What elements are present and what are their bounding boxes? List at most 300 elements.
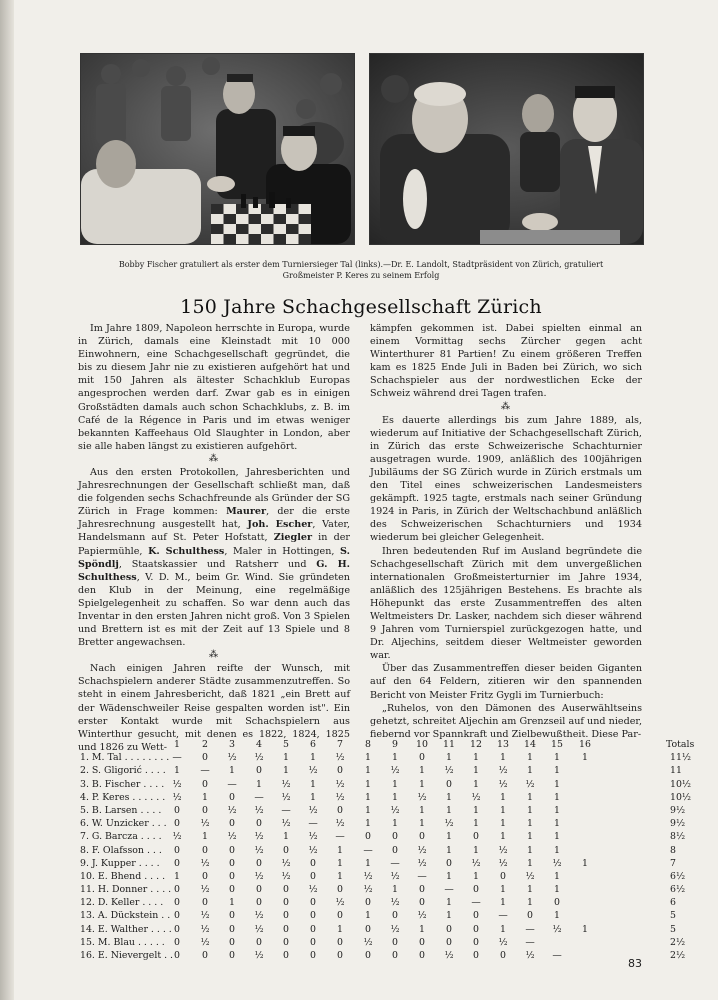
result-cell: 1 xyxy=(473,804,479,816)
result-cell: 0 xyxy=(229,857,235,869)
result-cell: 1 xyxy=(473,778,479,790)
result-cell: ½ xyxy=(335,897,345,909)
result-cell: 1 xyxy=(473,870,479,882)
result-cell: 1 xyxy=(527,765,533,777)
result-cell: 1 xyxy=(174,765,180,777)
result-cell: 0 xyxy=(202,897,208,909)
text-run: , Maler in Hottingen, xyxy=(224,545,341,557)
result-cell: 1 xyxy=(446,844,452,856)
result-cell: 1 xyxy=(554,791,560,803)
player-total: 8 xyxy=(670,844,676,856)
result-cell: 0 xyxy=(473,884,479,896)
column-header: 4 xyxy=(256,739,262,750)
result-cell: ½ xyxy=(254,950,264,961)
result-cell: — xyxy=(417,870,427,882)
player-total: 8½ xyxy=(670,831,686,843)
result-cell: ½ xyxy=(308,844,318,856)
result-cell: ½ xyxy=(552,857,562,869)
result-cell: ½ xyxy=(444,765,454,777)
paragraph: kämpfen gekommen ist. Dabei spielten einmal an einem Vormittag sechs Zürcher gegen acht Winterthurer 81 Partien! Zu einem größeren Treffen kam es 1825 Ende Juli in Baden bei Zürich, wo sich Schachspieler aus der nordwestlichen Ecke der Schweiz während drei Tagen trafen. xyxy=(370,323,642,400)
result-cell: 0 xyxy=(337,765,343,777)
result-cell: ½ xyxy=(200,884,210,896)
result-cell: 1 xyxy=(365,778,371,790)
result-cell: 0 xyxy=(337,910,343,922)
result-cell: ½ xyxy=(498,936,508,948)
paragraph: Es dauerte allerdings bis zum Jahre 1889, als, wiederum auf Initiative der Schachgesellschaft Zürich, in Zürich das erste Schweizerische Schachturnier ausgetragen wurde. 1909, anläßlich des 100jährigen Jubiläums der SG Zürich wurde in Zürich erstmals um den Titel eines schweizerischen Landesmeisters gekämpft. 1925 tagte, erstmals nach seiner Gründung 1924 in Paris, in Zürich der Weltschachbund anläßlich des Schweizerischen Schachturniers und 1934 wiederum bei gleicher Gelegenheit. xyxy=(370,414,642,544)
result-cell: 1 xyxy=(419,804,425,816)
result-cell: 1 xyxy=(527,831,533,843)
paragraph: „Ruhelos, von den Dämonen des Auserwähltseins gehetzt, schreitet Aljechin am Grenzseil auf und nieder, fiebernd vor Spannkraft und Zielbewußtheit. Diese Par- xyxy=(370,702,642,740)
result-cell: 0 xyxy=(446,923,452,935)
result-cell: 1 xyxy=(365,791,371,803)
article-column-left xyxy=(78,322,350,754)
result-cell: 0 xyxy=(365,897,371,909)
result-cell: 0 xyxy=(419,752,425,764)
result-cell: 0 xyxy=(310,936,316,948)
table-row xyxy=(80,870,686,883)
player-total: 9½ xyxy=(670,804,686,816)
paragraph: Nach einigen Jahren reifte der Wunsch, mit Schachspielern anderer Städte zusammenzutreffen. So steht in einem Jahresbericht, daß 1821 „ein Brett auf der Wädenschweiler Reise gespalten worden ist". Ein erster Kontakt wurde mit Schachspielern aus Winterthur gesucht, mit denen es 1822, 1824, 1825 und 1826 zu Wett- xyxy=(78,663,350,753)
table-row xyxy=(80,883,686,896)
player-name: 6. W. Unzicker . . . xyxy=(80,818,167,830)
player-total: 9½ xyxy=(670,818,686,830)
result-cell: 0 xyxy=(419,831,425,843)
result-cell: 1 xyxy=(554,804,560,816)
text-run: , Staatskassier und Ratsherr und xyxy=(118,558,317,570)
result-cell: ½ xyxy=(552,923,562,935)
result-cell: ½ xyxy=(390,923,400,935)
result-cell: ½ xyxy=(444,950,454,961)
result-cell: 0 xyxy=(392,831,398,843)
table-row xyxy=(80,857,680,870)
result-cell: ½ xyxy=(525,870,535,882)
section-separator: ⁂ xyxy=(209,453,219,464)
column-header: 13 xyxy=(497,739,509,750)
result-cell: ½ xyxy=(417,857,427,869)
player-name: 10. E. Bhend . . . . xyxy=(80,870,166,882)
result-cell: 0 xyxy=(229,818,235,830)
photo-caption-line-2: Großmeister P. Keres zu seinem Erfolg xyxy=(282,271,440,280)
founder-name: S. Spöndlj xyxy=(78,545,350,570)
result-cell: 1 xyxy=(554,844,560,856)
result-cell: 0 xyxy=(202,950,208,961)
result-cell: 1 xyxy=(310,778,316,790)
result-cell: 0 xyxy=(446,778,452,790)
result-cell: 1 xyxy=(500,884,506,896)
result-cell: ½ xyxy=(390,870,400,882)
result-cell: — xyxy=(390,857,400,869)
player-total: 11½ xyxy=(670,752,692,764)
result-cell: 0 xyxy=(310,870,316,882)
result-cell: 0 xyxy=(256,884,262,896)
player-name: 5. B. Larsen . . . . xyxy=(80,804,162,816)
result-cell: 1 xyxy=(283,752,289,764)
section-separator: ⁂ xyxy=(209,650,219,661)
result-cell: 1 xyxy=(283,765,289,777)
player-name: 7. G. Barcza . . . . xyxy=(80,831,162,843)
result-cell: ½ xyxy=(390,804,400,816)
result-cell: 1 xyxy=(554,778,560,790)
text-run: , Vater, Handelsmann auf St. Peter Hofstatt, xyxy=(78,519,350,544)
result-cell: 0 xyxy=(365,950,371,961)
result-cell: 0 xyxy=(419,936,425,948)
result-cell: ½ xyxy=(254,844,264,856)
result-cell: 0 xyxy=(446,857,452,869)
result-cell: 0 xyxy=(174,818,180,830)
result-cell: 0 xyxy=(473,923,479,935)
result-cell: ½ xyxy=(281,778,291,790)
result-cell: 0 xyxy=(392,910,398,922)
result-cell: 1 xyxy=(527,884,533,896)
result-cell: 1 xyxy=(582,857,588,869)
founder-name: Ziegler xyxy=(273,532,313,544)
result-cell: 0 xyxy=(174,897,180,909)
player-name: 12. D. Keller . . . . xyxy=(80,897,164,909)
result-cell: ½ xyxy=(227,831,237,843)
result-cell: 1 xyxy=(446,831,452,843)
player-name: 15. M. Blau . . . . . xyxy=(80,936,165,948)
player-total: 6 xyxy=(670,897,676,909)
result-cell: 0 xyxy=(229,950,235,961)
result-cell: ½ xyxy=(498,857,508,869)
result-cell: 1 xyxy=(500,791,506,803)
column-header: 14 xyxy=(524,739,536,750)
column-header: 1 xyxy=(174,739,180,750)
player-name: 13. A. Dückstein . . xyxy=(80,910,171,922)
result-cell: ½ xyxy=(281,818,291,830)
result-cell: ½ xyxy=(335,818,345,830)
result-cell: 0 xyxy=(229,844,235,856)
column-header: 15 xyxy=(551,739,563,750)
result-cell: 0 xyxy=(229,923,235,935)
result-cell: 1 xyxy=(392,818,398,830)
result-cell: ½ xyxy=(471,857,481,869)
result-cell: 1 xyxy=(419,818,425,830)
table-row xyxy=(80,936,686,949)
result-cell: 1 xyxy=(202,791,208,803)
result-cell: ½ xyxy=(498,778,508,790)
result-cell: ½ xyxy=(308,765,318,777)
result-cell: 1 xyxy=(446,897,452,909)
result-cell: 1 xyxy=(500,923,506,935)
result-cell: 1 xyxy=(365,910,371,922)
result-cell: 1 xyxy=(500,831,506,843)
result-cell: 1 xyxy=(256,778,262,790)
result-cell: 1 xyxy=(446,910,452,922)
result-cell: 0 xyxy=(310,923,316,935)
table-row xyxy=(80,791,692,804)
player-name: 2. S. Gligorić . . . . xyxy=(80,765,166,777)
result-cell: ½ xyxy=(417,910,427,922)
result-cell: 1 xyxy=(473,844,479,856)
result-cell: ½ xyxy=(172,831,182,843)
result-cell: ½ xyxy=(417,844,427,856)
result-cell: 1 xyxy=(473,752,479,764)
player-total: 10½ xyxy=(670,778,692,790)
column-header: 16 xyxy=(579,739,591,750)
result-cell: 0 xyxy=(365,831,371,843)
result-cell: ½ xyxy=(281,791,291,803)
result-cell: ½ xyxy=(498,765,508,777)
column-header: 9 xyxy=(392,739,398,750)
text-run: Aus den ersten Protokollen, Jahresberichten und Jahresrechnungen der Gesellschaft schließt man, daß die folgenden sechs Schachfreunde als Gründer der SG Zürich in Frage kommen: xyxy=(78,466,350,518)
result-cell: ½ xyxy=(254,923,264,935)
player-total: 11 xyxy=(670,765,682,777)
player-total: 2½ xyxy=(670,950,686,961)
result-cell: — xyxy=(552,950,562,961)
result-cell: 0 xyxy=(392,950,398,961)
result-cell: 1 xyxy=(283,831,289,843)
result-cell: 1 xyxy=(419,778,425,790)
result-cell: 0 xyxy=(392,844,398,856)
result-cell: — xyxy=(227,778,237,790)
result-cell: ½ xyxy=(281,870,291,882)
player-name: 8. F. Olafsson . . . xyxy=(80,844,162,856)
result-cell: ½ xyxy=(390,765,400,777)
result-cell: 0 xyxy=(256,818,262,830)
result-cell: 0 xyxy=(419,950,425,961)
result-cell: 0 xyxy=(310,897,316,909)
result-cell: ½ xyxy=(308,831,318,843)
photo-caption xyxy=(78,259,644,281)
text-run: , V. D. M., beim Gr. Wind. Sie gründeten den Klub in der Meinung, eine regelmäßige Spielgelegenheit zu schaffen. So war denn auch das Inventar in den ersten Jahren nicht groß. Von 3 Spielen und Brettern ist es mit der Zeit auf 13 Spiele und 8 Bretter angewachsen. xyxy=(78,571,350,649)
result-cell: 0 xyxy=(500,870,506,882)
founder-name: Maurer xyxy=(226,506,267,518)
column-header: 7 xyxy=(337,739,343,750)
result-cell: 1 xyxy=(554,818,560,830)
result-cell: 1 xyxy=(337,870,343,882)
result-cell: 1 xyxy=(365,752,371,764)
paragraph: Ihren bedeutenden Ruf im Ausland begründete die Schachgesellschaft Zürich mit dem unvergeßlichen internationalen Großmeisterturnier im Jahre 1934, anläßlich des 125jährigen Bestehens. Es brachte als Höhepunkt das erste Zusammentreffen des alten Weltmeisters Dr. Lasker, nachdem sich dieser während 9 Jahren vom Turnierspiel zurückgezogen hatte, und Dr. Aljechins, seitdem dieser Weltmeister geworden war. xyxy=(370,545,642,662)
result-cell: 1 xyxy=(392,884,398,896)
result-cell: ½ xyxy=(254,804,264,816)
result-cell: ½ xyxy=(390,897,400,909)
result-cell: ½ xyxy=(200,936,210,948)
result-cell: ½ xyxy=(363,870,373,882)
result-cell: 1 xyxy=(527,791,533,803)
result-cell: 1 xyxy=(500,804,506,816)
column-header: 5 xyxy=(283,739,289,750)
result-cell: 1 xyxy=(500,818,506,830)
paragraph: Über das Zusammentreffen dieser beiden Giganten auf den 64 Feldern, zitieren wir den spannenden Bericht von Meister Fritz Gygli im Turnierbuch: xyxy=(370,663,642,701)
result-cell: 1 xyxy=(554,831,560,843)
result-cell: 0 xyxy=(256,936,262,948)
result-cell: ½ xyxy=(363,884,373,896)
column-header: 10 xyxy=(416,739,428,750)
table-row xyxy=(80,764,680,777)
result-cell: ½ xyxy=(335,778,345,790)
result-cell: 1 xyxy=(554,752,560,764)
result-cell: 1 xyxy=(365,804,371,816)
result-cell: — xyxy=(335,831,345,843)
result-cell: 1 xyxy=(229,765,235,777)
result-cell: ½ xyxy=(254,870,264,882)
result-cell: 0 xyxy=(283,936,289,948)
photo-caption-line-1: Bobby Fischer gratuliert als erster dem Turniersieger Tal (links).—Dr. E. Landolt, Stadtpräsident von Zürich, gratuliert xyxy=(118,260,604,269)
result-cell: 1 xyxy=(446,752,452,764)
table-row xyxy=(80,830,686,843)
result-cell: 1 xyxy=(527,804,533,816)
result-cell: 0 xyxy=(419,884,425,896)
player-total: 5 xyxy=(670,923,676,935)
table-row xyxy=(80,778,692,791)
result-cell: 0 xyxy=(337,950,343,961)
result-cell: 1 xyxy=(337,923,343,935)
player-name: 4. P. Keres . . . . . . xyxy=(80,791,166,803)
photo-fischer-tal-image xyxy=(81,54,354,244)
result-cell: 0 xyxy=(174,844,180,856)
result-cell: 0 xyxy=(174,884,180,896)
table-row xyxy=(80,923,680,936)
result-cell: 0 xyxy=(229,884,235,896)
player-total: 7 xyxy=(670,857,676,869)
result-cell: 1 xyxy=(337,857,343,869)
result-cell: 1 xyxy=(527,844,533,856)
result-cell: ½ xyxy=(417,791,427,803)
totals-header: Totals xyxy=(666,739,695,750)
result-cell: — xyxy=(281,804,291,816)
result-cell: 0 xyxy=(256,897,262,909)
player-name: 16. E. Nievergelt . . xyxy=(80,950,174,961)
result-cell: ½ xyxy=(471,791,481,803)
result-cell: 1 xyxy=(392,752,398,764)
player-name: 1. M. Tal . . . . . . . . xyxy=(80,752,170,764)
player-total: 2½ xyxy=(670,936,686,948)
article-column-right xyxy=(370,322,642,741)
result-cell: 0 xyxy=(256,765,262,777)
result-cell: 0 xyxy=(256,857,262,869)
result-cell: ½ xyxy=(200,857,210,869)
result-cell: — xyxy=(363,844,373,856)
result-cell: 0 xyxy=(283,884,289,896)
result-cell: 1 xyxy=(365,857,371,869)
result-cell: 0 xyxy=(229,870,235,882)
result-cell: ½ xyxy=(498,844,508,856)
page-binding-shadow xyxy=(0,0,14,1000)
player-name: 11. H. Donner . . . . xyxy=(80,884,172,896)
result-cell: 1 xyxy=(554,765,560,777)
player-name: 14. E. Walther . . . . xyxy=(80,923,172,935)
result-cell: 1 xyxy=(554,884,560,896)
result-cell: 1 xyxy=(310,791,316,803)
result-cell: 1 xyxy=(527,752,533,764)
result-cell: 1 xyxy=(365,818,371,830)
result-cell: ½ xyxy=(200,818,210,830)
result-cell: 0 xyxy=(229,936,235,948)
result-cell: 0 xyxy=(283,910,289,922)
table-row xyxy=(80,896,680,909)
section-separator: ⁂ xyxy=(501,401,511,412)
player-total: 5 xyxy=(670,910,676,922)
result-cell: 1 xyxy=(582,923,588,935)
result-cell: 1 xyxy=(582,752,588,764)
column-header: 11 xyxy=(443,739,455,750)
result-cell: 0 xyxy=(337,804,343,816)
paragraph: Im Jahre 1809, Napoleon herrschte in Europa, wurde in Zürich, damals eine Kleinstadt mit 10 000 Einwohnern, eine Schachgesellschaft gegründet, die bis zu diesem Jahr nie zu existieren aufgehört hat und mit 150 Jahren als ältester Schachklub Europas angesprochen werden darf. Zwar gab es in einigen Großstädten damals auch schon Schachklubs, z. B. im Café de la Régence in Paris und im etwas weniger bekannten Kaffeehaus Old Slaughter in London, aber sie alle haben längst zu existieren aufgehört. xyxy=(78,323,350,452)
tournament-crosstable xyxy=(80,738,695,962)
result-cell: ½ xyxy=(172,778,182,790)
result-cell: — xyxy=(254,791,264,803)
result-cell: 1 xyxy=(446,791,452,803)
result-cell: — xyxy=(200,765,210,777)
result-cell: 0 xyxy=(202,804,208,816)
result-cell: 0 xyxy=(446,936,452,948)
result-cell: 0 xyxy=(202,844,208,856)
result-cell: 1 xyxy=(310,752,316,764)
result-cell: 0 xyxy=(283,950,289,961)
result-cell: — xyxy=(471,897,481,909)
result-cell: ½ xyxy=(308,884,318,896)
result-cell: 1 xyxy=(554,870,560,882)
article-title: 150 Jahre Schachgesellschaft Zürich xyxy=(180,296,542,318)
result-cell: ½ xyxy=(363,936,373,948)
result-cell: ½ xyxy=(525,778,535,790)
player-name: 9. J. Kupper . . . . xyxy=(80,857,160,869)
result-cell: 0 xyxy=(229,791,235,803)
column-header: 8 xyxy=(365,739,371,750)
result-cell: 0 xyxy=(174,950,180,961)
result-cell: 0 xyxy=(174,857,180,869)
result-cell: ½ xyxy=(335,752,345,764)
result-cell: 1 xyxy=(446,804,452,816)
founder-name: Joh. Escher xyxy=(247,519,313,531)
result-cell: 0 xyxy=(473,950,479,961)
player-total: 6½ xyxy=(670,884,686,896)
player-total: 10½ xyxy=(670,791,692,803)
result-cell: 0 xyxy=(554,897,560,909)
player-name: 3. B. Fischer . . . . xyxy=(80,778,165,790)
result-cell: — xyxy=(525,923,535,935)
result-cell: ½ xyxy=(227,752,237,764)
result-cell: ½ xyxy=(281,857,291,869)
result-cell: 1 xyxy=(337,844,343,856)
result-cell: 1 xyxy=(365,765,371,777)
result-cell: 0 xyxy=(419,897,425,909)
result-cell: 0 xyxy=(473,936,479,948)
result-cell: ½ xyxy=(444,818,454,830)
result-cell: 1 xyxy=(527,857,533,869)
table-row xyxy=(80,817,686,830)
column-header: 3 xyxy=(229,739,235,750)
result-cell: 1 xyxy=(174,870,180,882)
result-cell: 1 xyxy=(527,818,533,830)
result-cell: 1 xyxy=(202,831,208,843)
crosstable-header xyxy=(80,738,695,751)
result-cell: 0 xyxy=(283,923,289,935)
result-cell: 0 xyxy=(174,804,180,816)
table-row xyxy=(80,844,680,857)
table-row xyxy=(80,751,692,764)
result-cell: ½ xyxy=(525,950,535,961)
photo-landolt-keres xyxy=(369,53,644,245)
result-cell: 1 xyxy=(473,765,479,777)
photo-fischer-tal xyxy=(80,53,355,245)
result-cell: 1 xyxy=(419,923,425,935)
result-cell: 0 xyxy=(527,910,533,922)
table-row xyxy=(80,804,686,817)
player-total: 6½ xyxy=(670,870,686,882)
result-cell: 0 xyxy=(310,950,316,961)
result-cell: 0 xyxy=(310,857,316,869)
result-cell: 0 xyxy=(392,936,398,948)
result-cell: 0 xyxy=(337,884,343,896)
photo-landolt-keres-image xyxy=(370,54,643,244)
result-cell: ½ xyxy=(200,923,210,935)
result-cell: 0 xyxy=(310,910,316,922)
column-header: 6 xyxy=(310,739,316,750)
result-cell: — xyxy=(172,752,182,764)
result-cell: ½ xyxy=(254,831,264,843)
